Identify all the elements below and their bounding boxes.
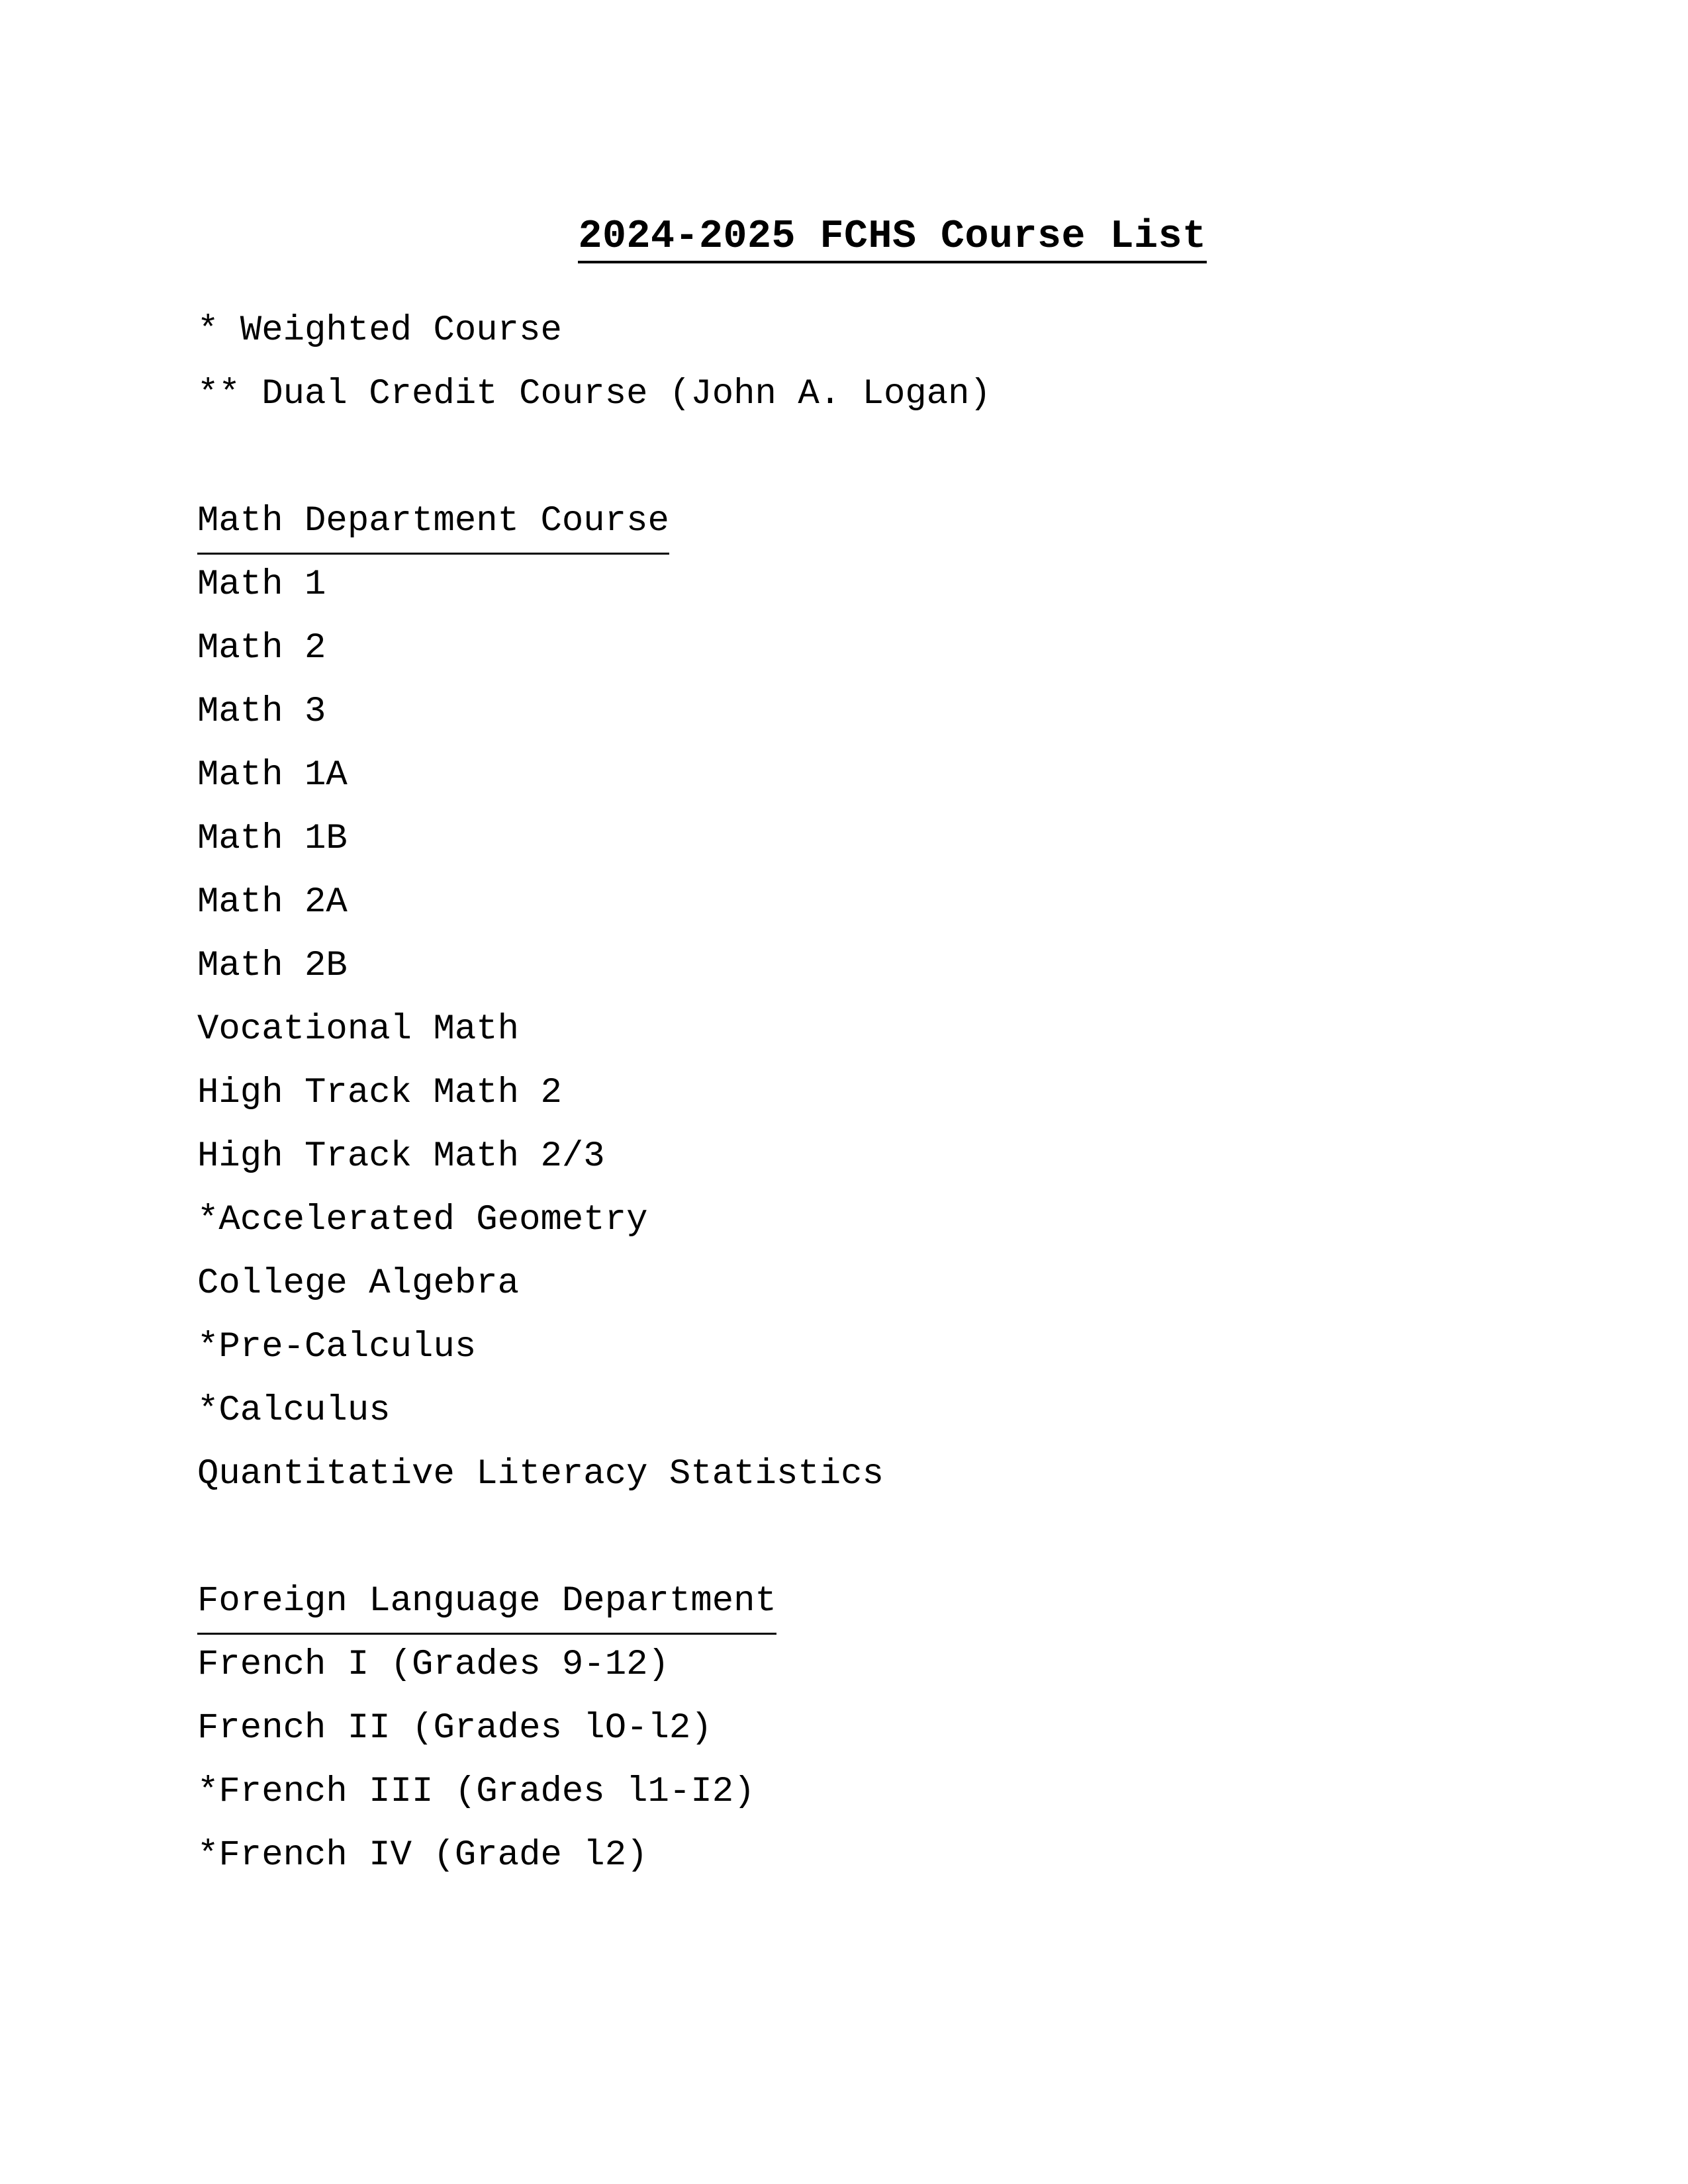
course-item: Math 1B — [197, 819, 348, 859]
course-item: *French IV (Grade l2) — [197, 1835, 648, 1876]
section-heading — [197, 490, 1587, 553]
page-title-text: 2024-2025 FCHS Course List — [578, 217, 1206, 263]
legend-line: * Weighted Course — [197, 310, 562, 351]
course-item: Math 1A — [197, 755, 348, 796]
course-item: French II (Grades lO-l2) — [197, 1708, 712, 1749]
course-item: *French III (Grades l1-I2) — [197, 1772, 755, 1812]
course-item: High Track Math 2/3 — [197, 1136, 605, 1177]
course-item: *Accelerated Geometry — [197, 1200, 648, 1240]
legend-line: ** Dual Credit Course (John A. Logan) — [197, 374, 991, 414]
course-item: French I (Grades 9-12) — [197, 1645, 669, 1685]
document-body — [197, 299, 1587, 1888]
section-spacer — [197, 1506, 1587, 1570]
course-item: *Pre-Calculus — [197, 1327, 477, 1367]
course-item: Math 1 — [197, 565, 326, 605]
course-item: Math 2 — [197, 628, 326, 668]
course-item: Math 2A — [197, 882, 348, 923]
section-heading-text: Foreign Language Department — [197, 1573, 776, 1635]
course-item: High Track Math 2 — [197, 1073, 562, 1113]
course-item: Quantitative Literacy Statistics — [197, 1454, 884, 1494]
section-heading-text: Math Department Course — [197, 493, 669, 555]
course-item: Vocational Math — [197, 1009, 520, 1050]
section-heading — [197, 1570, 1587, 1633]
page-title — [0, 177, 1688, 303]
section-spacer — [197, 426, 1587, 490]
course-item: College Algebra — [197, 1263, 520, 1304]
course-item: Math 3 — [197, 692, 326, 732]
course-item: Math 2B — [197, 946, 348, 986]
course-item: *Calculus — [197, 1390, 391, 1431]
